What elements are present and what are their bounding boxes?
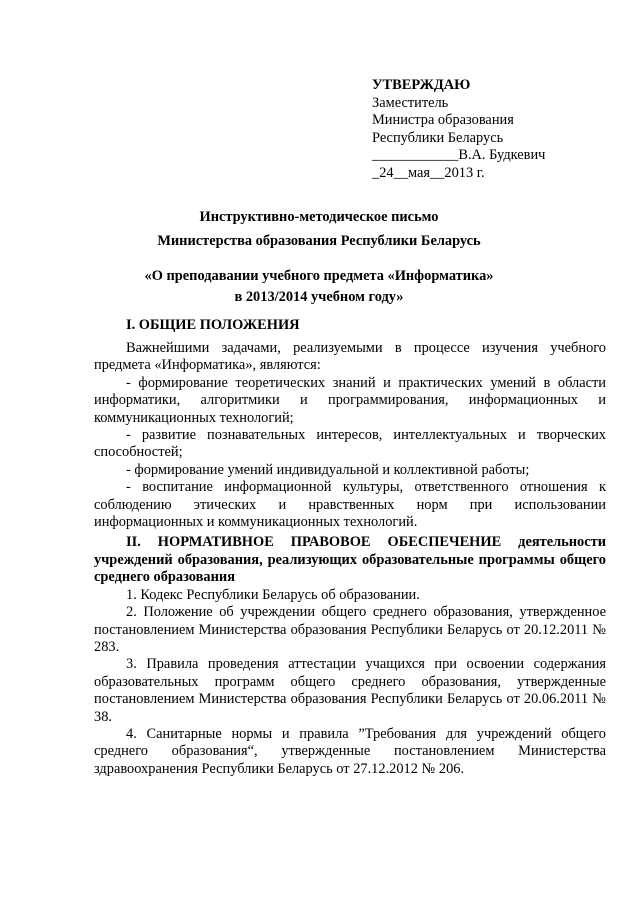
section-1: [94, 340, 606, 778]
letter-body: [94, 317, 606, 337]
letter-subject-line: в 2013/2014 учебном году»: [234, 289, 404, 305]
approval-date: _24__мая__2013 г.: [372, 164, 485, 181]
list-item: 2. Положение об учреждении общего среднего образования, утвержденное постановлением Министерства образования Республики Беларусь от 20.12.2011 № 283.: [94, 604, 606, 655]
approval-line: Заместитель: [372, 94, 449, 111]
approval-signature: ____________В.А. Будкевич: [372, 147, 546, 164]
approval-line: Министра образования: [372, 112, 514, 129]
list-item: - формирование умений индивидуальной и коллективной работы;: [126, 461, 530, 478]
letter-title-line: Инструктивно-методическое письмо: [199, 209, 439, 225]
list-item: 1. Кодекс Республики Беларусь об образовании.: [126, 586, 420, 603]
letter-subject-line: «О преподавании учебного предмета «Информатика»: [144, 268, 494, 284]
list-item: - воспитание информационной культуры, ответственного отношения к соблюдению этических и нравственных норм при использовании информационных и коммуникационных технологий.: [94, 479, 606, 531]
letter-title-line: Министерства образования Республики Беларусь: [157, 233, 481, 249]
list-item: 4. Санитарные нормы и правила ”Требования для учреждений общего среднего образования“, утвержденные постановлением Министерства здравоохранения Республики Беларусь от 27.12.2012 № 206.: [94, 725, 606, 777]
section-heading: II. НОРМАТИВНОЕ ПРАВОВОЕ ОБЕСПЕЧЕНИЕ деятельности учреждений образования, реализующих образовательные программы общего среднего образования: [94, 534, 606, 586]
section-heading: I. ОБЩИЕ ПОЛОЖЕНИЯ: [126, 317, 300, 333]
paragraph: Важнейшими задачами, реализуемыми в процессе изучения учебного предмета «Информатика», являются:: [94, 340, 606, 374]
approval-heading: УТВЕРЖДАЮ: [372, 77, 471, 93]
approval-block: [372, 77, 545, 183]
list-item: 3. Правила проведения аттестации учащихся при освоении содержания образовательных программ общего среднего образования, утвержденные постановлением Министерства образования Республики Беларусь от 20.06.2011 № 38.: [94, 656, 606, 725]
list-item: - формирование теоретических знаний и практических умений в области информатики, алгоритмики и программирования, информационных и коммуникационных технологий;: [94, 374, 606, 426]
list-item: - развитие познавательных интересов, интеллектуальных и творческих способностей;: [94, 427, 606, 461]
approval-line: Республики Беларусь: [372, 129, 504, 146]
